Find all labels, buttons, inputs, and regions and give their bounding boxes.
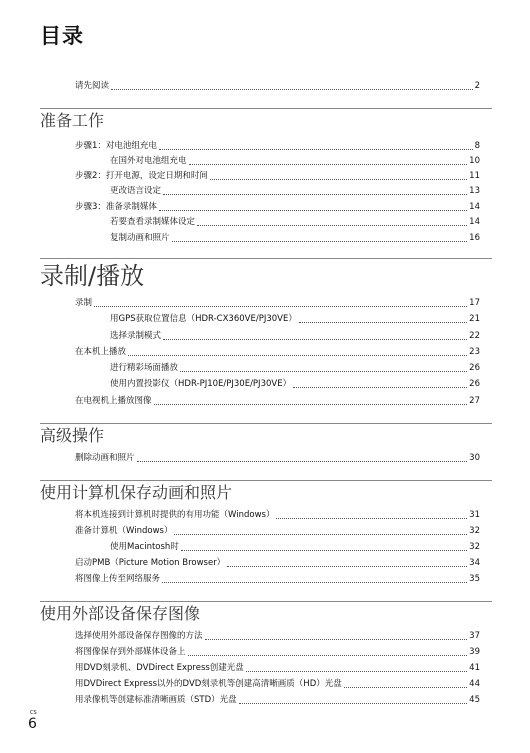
toc-entry-label: 步骤3：准备录制媒体 [75, 202, 157, 212]
toc-entry-label: 用录像机等创建标准清晰画质（STD）光盘 [75, 695, 237, 705]
section-heading-preparation: 准备工作 [40, 108, 492, 131]
toc-subentry[interactable] [110, 214, 480, 228]
section-heading-external-device: 使用外部设备保存图像 [40, 601, 492, 624]
toc-subentry[interactable] [110, 230, 480, 244]
toc-entry-page: 13 [469, 186, 480, 196]
toc-entry-label: 将图像上传至网络服务 [75, 574, 161, 584]
toc-entry-label: 在国外对电池组充电 [110, 156, 187, 166]
toc-entry-label: 若要查看录制媒体设定 [110, 217, 196, 227]
toc-entry-page: 34 [469, 558, 480, 568]
dot-leader [246, 671, 467, 672]
toc-entry[interactable] [75, 168, 480, 182]
section-heading-computer: 使用计算机保存动画和照片 [40, 480, 492, 503]
dot-leader [188, 655, 468, 656]
dot-leader [299, 322, 467, 323]
toc-entry-page: 8 [474, 141, 480, 151]
dot-leader [128, 355, 467, 356]
toc-entry-page: 11 [469, 171, 480, 181]
toc-entry[interactable] [75, 571, 480, 585]
toc-entry-label: 准备计算机（Windows） [75, 526, 173, 536]
toc-subentry[interactable] [110, 360, 480, 374]
toc-entry-page: 16 [469, 233, 480, 243]
toc-entry-page: 32 [469, 526, 480, 536]
dot-leader [172, 241, 468, 242]
dot-leader [163, 339, 467, 340]
toc-entry[interactable] [75, 138, 480, 152]
toc-entry[interactable] [75, 344, 480, 358]
toc-entry[interactable] [75, 523, 480, 537]
dot-leader [181, 550, 467, 551]
toc-entry-label: 使用Macintosh时 [110, 542, 179, 552]
toc-entry-label: 在电视机上播放图像 [75, 396, 152, 406]
toc-entry-page: 32 [469, 542, 480, 552]
toc-entry[interactable] [75, 295, 480, 309]
page-number: 6 [28, 716, 37, 732]
toc-subentry[interactable] [110, 311, 480, 325]
toc-entry[interactable] [75, 644, 480, 658]
toc-entry[interactable] [75, 393, 480, 407]
toc-entry[interactable] [75, 660, 480, 674]
toc-entry-page: 39 [469, 647, 480, 657]
toc-entry-label: 使用内置投影仪（HDR-PJ10E/PJ30E/PJ30VE） [110, 379, 292, 389]
toc-entry-page: 30 [469, 453, 480, 463]
dot-leader [344, 687, 467, 688]
toc-entry-label: 复制动画和照片 [110, 233, 170, 243]
dot-leader [174, 534, 467, 535]
toc-entry[interactable] [75, 676, 480, 690]
toc-entry-page: 2 [474, 81, 480, 91]
toc-entry-label: 启动PMB（Picture Motion Browser） [75, 558, 226, 568]
toc-entry-page: 17 [469, 298, 480, 308]
toc-subentry[interactable] [110, 539, 480, 553]
toc-entry[interactable] [75, 199, 480, 213]
toc-entry[interactable] [75, 450, 480, 464]
dot-leader [227, 566, 467, 567]
toc-entry[interactable] [75, 628, 480, 642]
toc-entry-page: 26 [469, 379, 480, 389]
toc-entry-label: 将本机连接到计算机时提供的有用功能（Windows） [75, 510, 275, 520]
toc-entry-page: 26 [469, 363, 480, 373]
toc-entry-label: 用DVDirect Express以外的DVD刻录机等创建高清晰画质（HD）光盘 [75, 679, 342, 689]
toc-entry[interactable] [75, 507, 480, 521]
toc-entry-page: 45 [469, 695, 480, 705]
language-marker: CS [30, 710, 37, 716]
page-title: 目录 [40, 24, 84, 48]
dot-leader [94, 306, 467, 307]
dot-leader [163, 194, 467, 195]
toc-entry-page: 23 [469, 347, 480, 357]
toc-entry-label: 录制 [75, 298, 93, 308]
toc-entry-page: 37 [469, 631, 480, 641]
toc-entry-page: 44 [469, 679, 480, 689]
dot-leader [276, 518, 467, 519]
toc-entry-page: 14 [469, 217, 480, 227]
toc-entry-label: 步骤2：打开电源，设定日期和时间 [75, 171, 208, 181]
dot-leader [205, 639, 468, 640]
toc-subentry[interactable] [110, 376, 480, 390]
toc-entry-label: 在本机上播放 [75, 347, 127, 357]
toc-entry[interactable] [75, 692, 480, 706]
toc-entry-label: 用DVD刻录机、DVDirect Express创建光盘 [75, 663, 244, 673]
dot-leader [154, 404, 468, 405]
toc-entry[interactable] [75, 555, 480, 569]
dot-leader [159, 210, 467, 211]
dot-leader [180, 371, 467, 372]
dot-leader [159, 149, 473, 150]
dot-leader [137, 461, 468, 462]
toc-entry-page: 21 [469, 314, 480, 324]
toc-entry-page: 41 [469, 663, 480, 673]
dot-leader [111, 89, 473, 90]
toc-entry-label: 更改语言设定 [110, 186, 162, 196]
toc-entry-label: 进行精彩场面播放 [110, 363, 179, 373]
toc-entry-page: 14 [469, 202, 480, 212]
toc-entry-label: 将图像保存到外部媒体设备上 [75, 647, 186, 657]
toc-subentry[interactable] [110, 153, 480, 167]
toc-entry-page: 10 [469, 156, 480, 166]
section-heading-record-playback: 录制/播放 [40, 258, 492, 291]
toc-entry-page: 35 [469, 574, 480, 584]
toc-entry-read-first[interactable] [75, 78, 480, 92]
toc-entry-page: 22 [469, 331, 480, 341]
toc-entry-label: 选择录制模式 [110, 331, 162, 341]
toc-subentry[interactable] [110, 328, 480, 342]
dot-leader [239, 703, 468, 704]
dot-leader [162, 582, 467, 583]
toc-subentry[interactable] [110, 183, 480, 197]
toc-entry-label: 步骤1：对电池组充电 [75, 141, 157, 151]
toc-entry-label: 选择使用外部设备保存图像的方法 [75, 631, 203, 641]
toc-entry-label: 删除动画和照片 [75, 453, 135, 463]
toc-entry-page: 31 [469, 510, 480, 520]
dot-leader [189, 164, 468, 165]
toc-entry-label: 请先阅读 [75, 81, 110, 91]
dot-leader [210, 179, 467, 180]
toc-entry-label: 用GPS获取位置信息（HDR-CX360VE/PJ30VE） [110, 314, 297, 324]
toc-entry-page: 27 [469, 396, 480, 406]
dot-leader [197, 225, 467, 226]
dot-leader [293, 387, 467, 388]
section-heading-advanced: 高级操作 [40, 423, 492, 446]
